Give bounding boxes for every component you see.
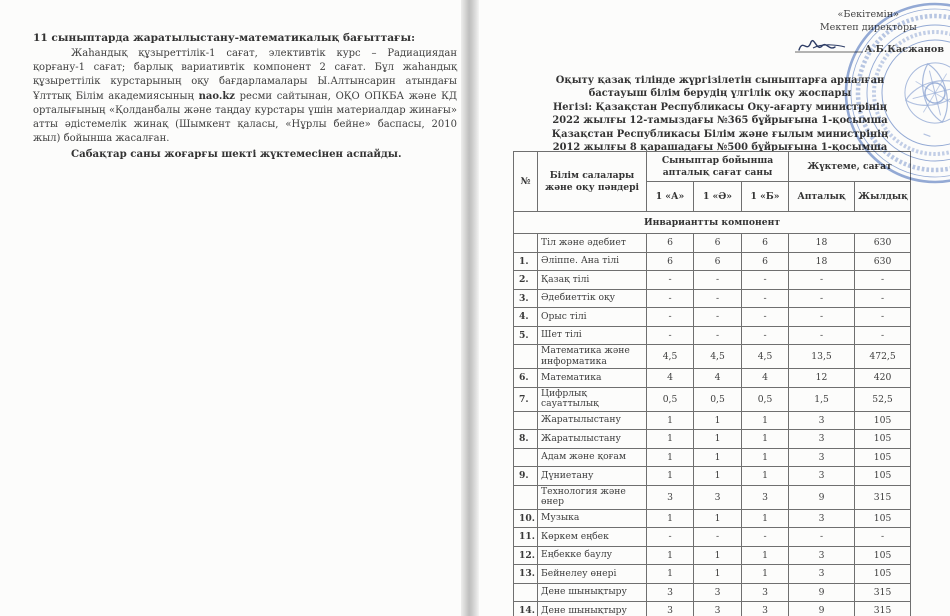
paragraph-start: Жаһандық құзыреттілік-1 сағат, элективтік курс – Радиациядан қорғану-1 сағат; барлық вариативтік компонент 2 сағат. Бұл жаһандық құзыреттілік курстарының оқу бағдарламалары Ы.Алтынсарин атындағы Ұлттық Білім академиясының — [33, 48, 457, 102]
value-cell: 1 — [742, 411, 789, 430]
subject-cell: Жаратылыстану — [538, 430, 647, 449]
row-number-cell — [514, 234, 538, 253]
value-cell: 315 — [855, 602, 911, 616]
subject-cell: Жаратылыстану — [538, 411, 647, 430]
row-number-cell — [514, 345, 538, 369]
value-cell: 4 — [742, 369, 789, 388]
table-row — [514, 602, 911, 616]
value-cell: 3 — [789, 546, 855, 565]
approval-label: «Бекітемін» — [837, 9, 899, 20]
value-cell: 3 — [647, 485, 694, 509]
value-cell: 105 — [855, 467, 911, 486]
heading-line: бастауыш білім берудің үлгілік оқу жоспары — [588, 88, 852, 100]
subject-cell: Орыс тілі — [538, 308, 647, 327]
value-cell: 3 — [789, 411, 855, 430]
value-cell: - — [742, 308, 789, 327]
row-number-cell: 13. — [514, 565, 538, 584]
section-title: 11 сыныптарда жаратылыстану-математикалық бағыттағы: — [33, 32, 416, 44]
heading-line: Негізі: Қазақстан Республикасы Оқу-ағарту министрінің — [552, 101, 888, 113]
value-cell: 4,5 — [694, 345, 742, 369]
value-cell: - — [647, 326, 694, 345]
subject-cell: Еңбекке баулу — [538, 546, 647, 565]
value-cell: - — [742, 289, 789, 308]
value-cell: 1 — [647, 448, 694, 467]
table-row — [514, 234, 911, 253]
subject-cell: Қазақ тілі — [538, 271, 647, 290]
subject-cell: Технология және өнер — [538, 485, 647, 509]
value-cell: 1 — [742, 565, 789, 584]
row-number-cell: 8. — [514, 430, 538, 449]
subject-cell: Музыка — [538, 509, 647, 528]
value-cell: 6 — [694, 234, 742, 253]
heading-line: 2012 жылғы 8 қарашадағы №500 бұйрығына 1-қосымша — [552, 142, 888, 154]
value-cell: 1 — [694, 509, 742, 528]
table-row — [514, 411, 911, 430]
value-cell: 1,5 — [789, 387, 855, 411]
col-header-subject: Білім салалары және оқу пәндері — [538, 152, 647, 212]
subject-cell: Көркем еңбек — [538, 528, 647, 547]
value-cell: 9 — [789, 602, 855, 616]
value-cell: - — [647, 528, 694, 547]
value-cell: 52,5 — [855, 387, 911, 411]
subject-cell: Тіл және әдебиет — [538, 234, 647, 253]
subject-cell: Әліппе. Ана тілі — [538, 252, 647, 271]
value-cell: 1 — [694, 430, 742, 449]
value-cell: - — [742, 528, 789, 547]
value-cell: 1 — [647, 430, 694, 449]
subject-cell: Дене шынықтыру — [538, 583, 647, 602]
value-cell: 0,5 — [742, 387, 789, 411]
subject-cell: Әдебиеттік оқу — [538, 289, 647, 308]
value-cell: - — [694, 528, 742, 547]
table-row — [514, 583, 911, 602]
value-cell: 1 — [694, 467, 742, 486]
value-cell: 105 — [855, 546, 911, 565]
heading-line: Қазақстан Республикасы Білім және ғылым министрінің — [551, 128, 889, 140]
value-cell: 3 — [789, 509, 855, 528]
col-header-class-1ae: 1 «Ә» — [694, 182, 742, 212]
value-cell: 9 — [789, 485, 855, 509]
value-cell: - — [647, 271, 694, 290]
approver-name: А.Б.Касжанов — [864, 44, 944, 55]
value-cell: - — [855, 326, 911, 345]
subject-cell: Математика және информатика — [538, 345, 647, 369]
col-header-yearly: Жылдық — [855, 182, 911, 212]
value-cell: 1 — [647, 509, 694, 528]
table-row — [514, 289, 911, 308]
subject-cell: Дүниетану — [538, 467, 647, 486]
value-cell: 4 — [647, 369, 694, 388]
row-number-cell — [514, 448, 538, 467]
table-row — [514, 345, 911, 369]
value-cell: 6 — [742, 252, 789, 271]
value-cell: - — [789, 308, 855, 327]
left-page — [0, 0, 463, 616]
value-cell: 630 — [855, 234, 911, 253]
row-number-cell: 1. — [514, 252, 538, 271]
value-cell: 4,5 — [647, 345, 694, 369]
row-number-cell: 4. — [514, 308, 538, 327]
value-cell: 1 — [742, 546, 789, 565]
value-cell: 3 — [789, 565, 855, 584]
value-cell: 3 — [742, 583, 789, 602]
value-cell: - — [855, 271, 911, 290]
curriculum-table — [513, 151, 911, 616]
value-cell: 105 — [855, 509, 911, 528]
value-cell: 1 — [647, 467, 694, 486]
value-cell: 3 — [742, 602, 789, 616]
value-cell: - — [694, 326, 742, 345]
value-cell: - — [694, 271, 742, 290]
table-row — [514, 565, 911, 584]
value-cell: 105 — [855, 448, 911, 467]
value-cell: - — [742, 326, 789, 345]
subject-cell: Шет тілі — [538, 326, 647, 345]
value-cell: 6 — [647, 252, 694, 271]
table-row — [514, 430, 911, 449]
value-cell: 3 — [694, 602, 742, 616]
row-number-cell: 9. — [514, 467, 538, 486]
table-row — [514, 271, 911, 290]
value-cell: 1 — [647, 546, 694, 565]
value-cell: 105 — [855, 565, 911, 584]
value-cell: 3 — [789, 448, 855, 467]
row-number-cell: 2. — [514, 271, 538, 290]
row-number-cell: 11. — [514, 528, 538, 547]
value-cell: 12 — [789, 369, 855, 388]
right-page — [479, 0, 950, 616]
body-paragraph — [33, 47, 457, 146]
value-cell: 1 — [742, 509, 789, 528]
value-cell: 1 — [694, 565, 742, 584]
paragraph-end: ресми сайтынан, ОҚО ОПКБА және КД орталығының «Қолданбалы және таңдау курстары үшін материалдар жинағы» атты әдістемелік жинақ (Шымкент қаласы, «Нұрлы бейне» баспасы, 2010 жыл) бойынша жасалған. — [33, 90, 457, 145]
col-group-weekly-hours: Сыныптар бойынша апталық сағат саны — [647, 152, 789, 182]
table-row — [514, 509, 911, 528]
value-cell: 6 — [742, 234, 789, 253]
value-cell: - — [789, 528, 855, 547]
subject-cell: Адам және қоғам — [538, 448, 647, 467]
value-cell: 1 — [742, 448, 789, 467]
value-cell: 6 — [694, 252, 742, 271]
value-cell: - — [789, 271, 855, 290]
row-number-cell: 7. — [514, 387, 538, 411]
subject-cell: Дене шынықтыру — [538, 602, 647, 616]
table-row — [514, 467, 911, 486]
value-cell: 3 — [694, 583, 742, 602]
value-cell: 3 — [647, 602, 694, 616]
table-row — [514, 326, 911, 345]
row-number-cell: 3. — [514, 289, 538, 308]
value-cell: - — [855, 289, 911, 308]
value-cell: 18 — [789, 252, 855, 271]
value-cell: 1 — [647, 411, 694, 430]
value-cell: - — [855, 308, 911, 327]
row-number-cell — [514, 485, 538, 509]
row-number-cell — [514, 411, 538, 430]
value-cell: 105 — [855, 411, 911, 430]
value-cell: 3 — [742, 485, 789, 509]
table-row — [514, 369, 911, 388]
value-cell: 1 — [742, 430, 789, 449]
curriculum-table-body — [514, 234, 911, 616]
subject-cell: Бейнелеу өнері — [538, 565, 647, 584]
table-row — [514, 448, 911, 467]
table-row — [514, 485, 911, 509]
col-header-class-1b: 1 «Б» — [742, 182, 789, 212]
approver-role: Мектеп директоры — [819, 22, 917, 33]
site-name: nao.kz — [198, 90, 235, 102]
value-cell: 630 — [855, 252, 911, 271]
row-number-cell: 12. — [514, 546, 538, 565]
value-cell: 0,5 — [647, 387, 694, 411]
page-gutter-divider — [461, 0, 479, 616]
table-row — [514, 546, 911, 565]
value-cell: - — [694, 289, 742, 308]
table-row — [514, 308, 911, 327]
value-cell: 6 — [647, 234, 694, 253]
value-cell: 420 — [855, 369, 911, 388]
value-cell: - — [647, 308, 694, 327]
value-cell: 4,5 — [742, 345, 789, 369]
table-section-title: Инвариантты компонент — [514, 212, 911, 234]
row-number-cell: 14. — [514, 602, 538, 616]
col-header-number: № — [514, 152, 538, 212]
value-cell: 1 — [694, 448, 742, 467]
value-cell: 9 — [789, 583, 855, 602]
col-header-weekly: Апталық — [789, 182, 855, 212]
value-cell: 1 — [647, 565, 694, 584]
row-number-cell: 10. — [514, 509, 538, 528]
col-header-class-1a: 1 «А» — [647, 182, 694, 212]
row-number-cell: 6. — [514, 369, 538, 388]
value-cell: - — [789, 289, 855, 308]
value-cell: 105 — [855, 430, 911, 449]
subject-cell: Цифрлық сауаттылық — [538, 387, 647, 411]
value-cell: 18 — [789, 234, 855, 253]
value-cell: - — [694, 308, 742, 327]
row-number-cell: 5. — [514, 326, 538, 345]
value-cell: 13,5 — [789, 345, 855, 369]
heading-line: 2022 жылғы 12-тамыздағы №365 бұйрығына 1-қосымша — [552, 115, 888, 127]
heading-line: Оқыту қазақ тілінде жүргізілетін сыныптарға арналған — [555, 75, 885, 86]
value-cell: - — [855, 528, 911, 547]
value-cell: 472,5 — [855, 345, 911, 369]
left-page-text-block — [33, 31, 457, 161]
col-group-load: Жүктеме, сағат — [789, 152, 911, 182]
value-cell: 3 — [789, 467, 855, 486]
value-cell: 3 — [647, 583, 694, 602]
row-number-cell — [514, 583, 538, 602]
value-cell: 1 — [694, 411, 742, 430]
table-row — [514, 528, 911, 547]
value-cell: - — [789, 326, 855, 345]
value-cell: 0,5 — [694, 387, 742, 411]
value-cell: - — [742, 271, 789, 290]
value-cell: 315 — [855, 485, 911, 509]
value-cell: 315 — [855, 583, 911, 602]
subject-cell: Математика — [538, 369, 647, 388]
value-cell: 4 — [694, 369, 742, 388]
value-cell: 3 — [789, 430, 855, 449]
closing-statement: Сабақтар саны жоғарғы шекті жүктемесінен аспайды. — [71, 148, 402, 161]
table-row — [514, 252, 911, 271]
value-cell: 3 — [694, 485, 742, 509]
table-row — [514, 387, 911, 411]
value-cell: 1 — [742, 467, 789, 486]
value-cell: - — [647, 289, 694, 308]
value-cell: 1 — [694, 546, 742, 565]
